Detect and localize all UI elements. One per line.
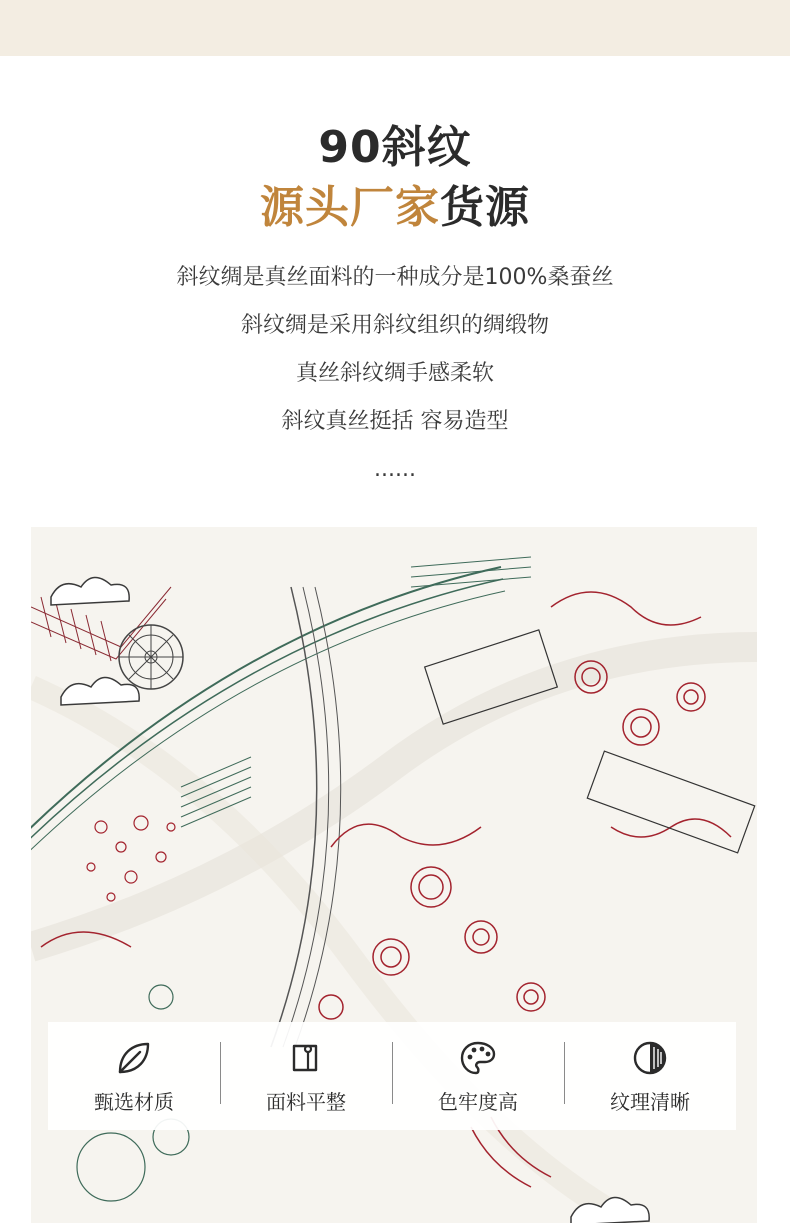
feature-label: 色牢度高 [438,1089,518,1114]
feature-item [564,1022,736,1130]
contrast-circle-icon [630,1038,670,1078]
page-subtitle [0,178,790,238]
top-band [0,0,790,56]
feature-label: 甄选材质 [94,1089,174,1114]
feature-item [392,1022,564,1130]
subtitle-accent: 源头厂家 [260,182,440,233]
fabric-roll-icon [286,1038,326,1078]
feature-item [48,1022,220,1130]
feature-label: 面料平整 [266,1089,346,1114]
feature-label: 纹理清晰 [610,1089,690,1114]
description-line: 斜纹绸是真丝面料的一种成分是100%桑蚕丝 [176,265,614,290]
description [0,254,790,494]
subtitle-rest: 货源 [440,182,530,233]
feature-item [220,1022,392,1130]
palette-icon [458,1038,498,1078]
leaf-icon [114,1038,154,1078]
feature-bar [48,1022,736,1130]
description-line: 真丝斜纹绸手感柔软 [295,361,494,386]
description-line: 斜纹真丝挺括 容易造型 [281,409,509,434]
description-line: 斜纹绸是采用斜纹组织的绸缎物 [240,313,549,338]
page-title: 90斜纹 [318,122,472,173]
description-ellipsis: ...... [374,457,416,482]
